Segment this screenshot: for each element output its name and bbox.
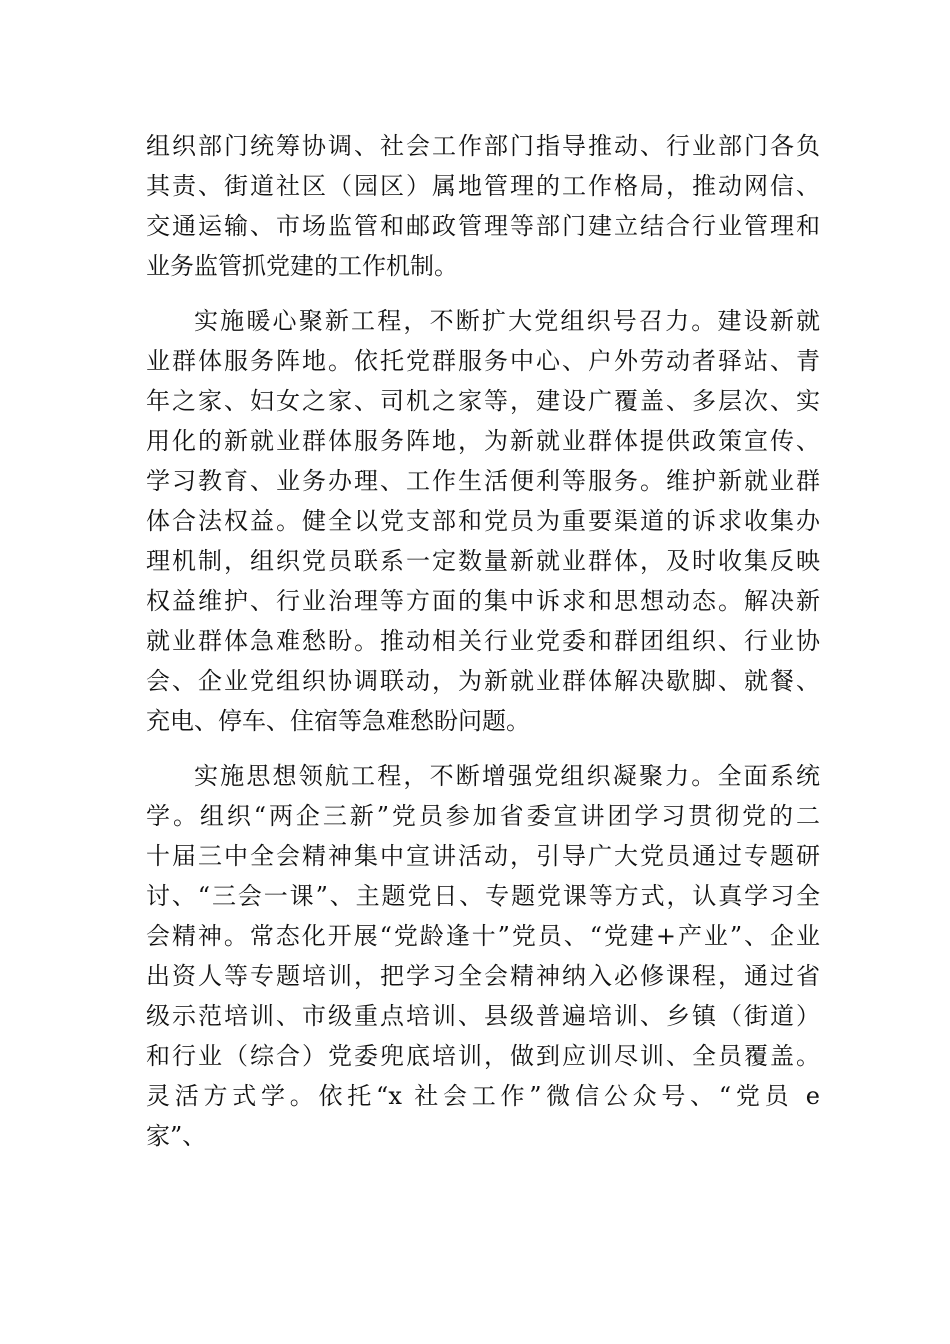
text-line: 会、企业党组织协调联动，为新就业群体解决歇脚、就餐、 bbox=[146, 667, 820, 695]
text-line: 年之家、妇女之家、司机之家等，建设广覆盖、多层次、实 bbox=[146, 387, 820, 415]
text-line: 会精神。常态化开展“党龄逢十”党员、“党建+产业”、企业 bbox=[146, 922, 820, 950]
text-line: 讨、“三会一课”、主题党日、专题党课等方式，认真学习全 bbox=[146, 882, 820, 910]
document-body bbox=[146, 126, 820, 1156]
paragraph-gap bbox=[146, 741, 820, 756]
text-line: 业群体服务阵地。依托党群服务中心、户外劳动者驿站、青 bbox=[146, 347, 820, 375]
text-line: 充电、停车、住宿等急难愁盼问题。 bbox=[146, 707, 530, 735]
text-line: 和行业（综合）党委兜底培训，做到应训尽训、全员覆盖。 bbox=[146, 1042, 820, 1070]
text-line: 家”、 bbox=[146, 1122, 207, 1150]
text-line: 实施暖心聚新工程，不断扩大党组织号召力。建设新就 bbox=[194, 307, 820, 335]
text-line: 就业群体急难愁盼。推动相关行业党委和群团组织、行业协 bbox=[146, 627, 820, 655]
text-line: 灵活方式学。依托“x 社会工作”微信公众号、“党员 e bbox=[146, 1082, 820, 1110]
text-line: 权益维护、行业治理等方面的集中诉求和思想动态。解决新 bbox=[146, 587, 820, 615]
text-line: 学习教育、业务办理、工作生活便利等服务。维护新就业群 bbox=[146, 467, 820, 495]
text-line: 出资人等专题培训，把学习全会精神纳入必修课程，通过省 bbox=[146, 962, 820, 990]
text-line: 其责、街道社区（园区）属地管理的工作格局，推动网信、 bbox=[146, 172, 820, 200]
text-line: 组织部门统筹协调、社会工作部门指导推动、行业部门各负 bbox=[146, 132, 820, 160]
text-line: 体合法权益。健全以党支部和党员为重要渠道的诉求收集办 bbox=[146, 507, 820, 535]
text-line: 交通运输、市场监管和邮政管理等部门建立结合行业管理和 bbox=[146, 212, 820, 240]
text-line: 业务监管抓党建的工作机制。 bbox=[146, 252, 458, 280]
text-line: 学。组织“两企三新”党员参加省委宣讲团学习贯彻党的二 bbox=[146, 802, 820, 830]
paragraph-gap bbox=[146, 286, 820, 301]
text-line: 用化的新就业群体服务阵地，为新就业群体提供政策宣传、 bbox=[146, 427, 820, 455]
text-line: 级示范培训、市级重点培训、县级普遍培训、乡镇（街道） bbox=[146, 1002, 820, 1030]
text-line: 理机制，组织党员联系一定数量新就业群体，及时收集反映 bbox=[146, 547, 820, 575]
text-line: 实施思想领航工程，不断增强党组织凝聚力。全面系统 bbox=[194, 762, 820, 790]
text-line: 十届三中全会精神集中宣讲活动，引导广大党员通过专题研 bbox=[146, 842, 820, 870]
